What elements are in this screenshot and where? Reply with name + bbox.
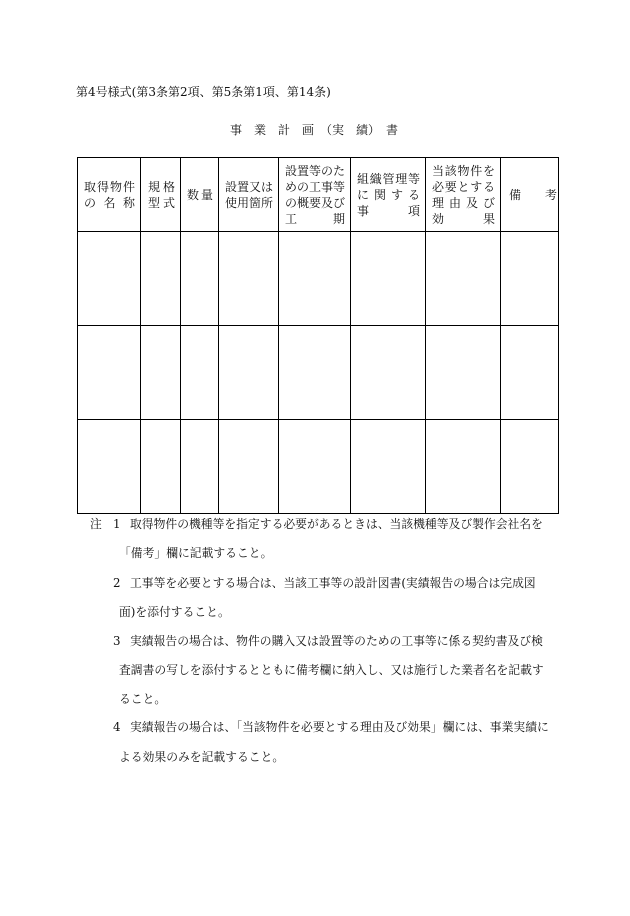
table-cell bbox=[219, 420, 279, 514]
header-line: 型式 bbox=[148, 195, 175, 210]
table-cell bbox=[78, 326, 141, 420]
header-cell-organization-management bbox=[351, 158, 426, 232]
header-line: 効 果 bbox=[432, 211, 495, 226]
note-3-line-3: ること。 bbox=[119, 692, 167, 706]
table-cell bbox=[279, 420, 351, 514]
table-cell bbox=[351, 420, 426, 514]
table-cell bbox=[219, 326, 279, 420]
table-cell bbox=[78, 232, 141, 326]
header-line: 備 考 bbox=[509, 187, 558, 202]
note-1-line-2: 「備考」欄に記載すること。 bbox=[119, 546, 273, 560]
header-line: 事 項 bbox=[357, 203, 420, 218]
note-4-line-1: 実績報告の場合は、「当該物件を必要とする理由及び効果」欄には、事業実績に bbox=[130, 720, 549, 734]
header-line: 使用箇所 bbox=[225, 195, 274, 210]
note-4-number: 4 bbox=[113, 720, 121, 734]
table-cell bbox=[351, 326, 426, 420]
table-cell bbox=[351, 232, 426, 326]
note-1-line-1: 取得物件の機種等を指定する必要があるときは、当該機種等及び製作会社名を bbox=[130, 517, 543, 531]
table-cell bbox=[501, 420, 559, 514]
table-cell bbox=[426, 420, 501, 514]
header-line: 理 由 及 び bbox=[432, 195, 495, 210]
table-cell bbox=[219, 232, 279, 326]
note-4-line-2: よる効果のみを記載すること。 bbox=[119, 750, 285, 764]
header-line: 設置又は bbox=[225, 179, 274, 194]
table-header-row bbox=[78, 158, 559, 232]
table-cell bbox=[501, 232, 559, 326]
table-row bbox=[78, 232, 559, 326]
table-cell bbox=[181, 420, 219, 514]
header-line: 当該物件を bbox=[432, 163, 495, 178]
table-cell bbox=[141, 326, 181, 420]
header-line: 設置等のた bbox=[285, 163, 346, 178]
table-cell bbox=[181, 326, 219, 420]
table-cell bbox=[78, 420, 141, 514]
note-3-number: 3 bbox=[113, 634, 121, 648]
table-cell bbox=[181, 232, 219, 326]
header-line: の 名 称 bbox=[84, 195, 135, 210]
header-cell-construction-overview bbox=[279, 158, 351, 232]
note-1-number: 1 bbox=[113, 517, 121, 531]
header-line: に 関 す る bbox=[357, 187, 420, 202]
header-cell-spec-model bbox=[141, 158, 181, 232]
header-line: 必要とする bbox=[432, 179, 495, 194]
note-2-line-1: 工事等を必要とする場合は、当該工事等の設計図書(実績報告の場合は完成図 bbox=[130, 576, 536, 590]
document-title: 事 業 計 画 （実 績） 書 bbox=[230, 123, 399, 137]
header-line: 規格 bbox=[148, 179, 175, 194]
table-cell bbox=[141, 420, 181, 514]
note-3-line-1: 実績報告の場合は、物件の購入又は設置等のための工事等に係る契約書及び検 bbox=[130, 634, 543, 648]
header-line: めの工事等 bbox=[285, 179, 346, 194]
note-3-line-2: 査調書の写しを添付するとともに備考欄に納入し、又は施行した業者名を記載す bbox=[119, 663, 544, 677]
table-cell bbox=[426, 326, 501, 420]
header-line: 工 期 bbox=[285, 211, 346, 226]
table-row bbox=[78, 420, 559, 514]
header-cell-reason-and-effect bbox=[426, 158, 501, 232]
header-line: の概要及び bbox=[285, 195, 346, 210]
table-cell bbox=[426, 232, 501, 326]
form-number-label: 第4号様式(第3条第2項、第5条第1項、第14条) bbox=[76, 85, 331, 99]
notes-label: 注 bbox=[90, 517, 102, 531]
header-cell-acquired-item-name bbox=[78, 158, 141, 232]
header-line: 取得物件 bbox=[84, 179, 135, 194]
table-cell bbox=[501, 326, 559, 420]
table-row bbox=[78, 326, 559, 420]
header-cell-quantity bbox=[181, 158, 219, 232]
header-line: 数量 bbox=[187, 187, 213, 202]
header-cell-remarks bbox=[501, 158, 559, 232]
header-cell-installation-location bbox=[219, 158, 279, 232]
table-cell bbox=[141, 232, 181, 326]
header-line: 組織管理等 bbox=[357, 171, 420, 186]
note-2-line-2: 面)を添付すること。 bbox=[119, 605, 230, 619]
business-plan-table bbox=[77, 157, 559, 514]
table-cell bbox=[279, 232, 351, 326]
note-2-number: 2 bbox=[113, 576, 121, 590]
table-cell bbox=[279, 326, 351, 420]
